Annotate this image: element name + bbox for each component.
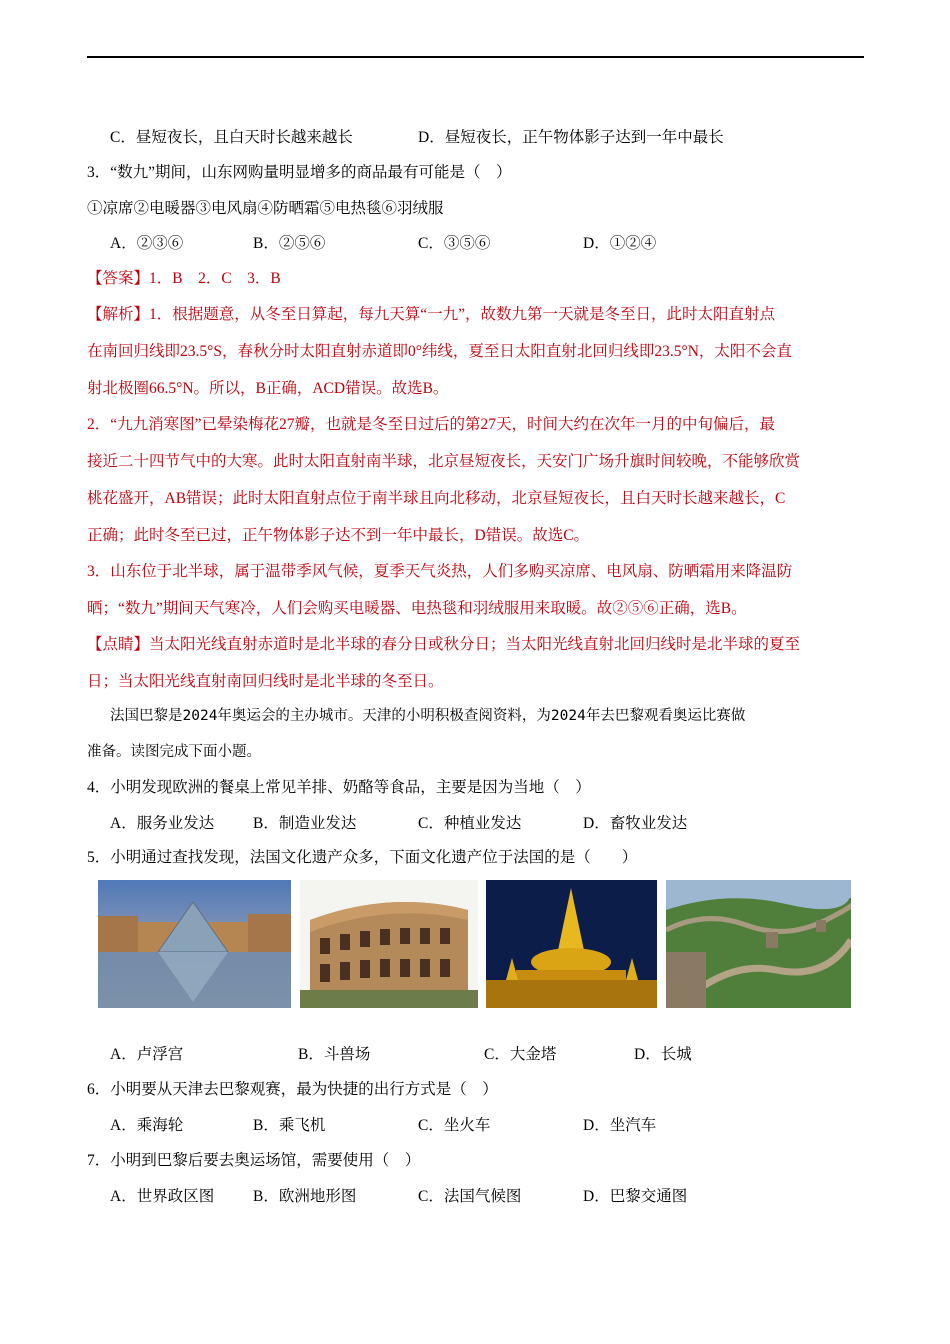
- q6-stem: 6．小明要从天津去巴黎观赛，最为快捷的出行方式是（ ）: [87, 1081, 498, 1098]
- analysis-1-line-2: 在南回归线即23.5°S，春秋分时太阳直射赤道即0°纬线，夏至日太阳直射北回归线即23.5°N，太阳不会直: [87, 343, 792, 360]
- q5-stem: 5．小明通过查找发现，法国文化遗产众多，下面文化遗产位于法国的是（ ）: [87, 849, 638, 866]
- q5-option-a: A．卢浮宫: [110, 1046, 184, 1063]
- louvre-photo: [98, 880, 291, 1008]
- q2-option-d: D．昼短夜长，正午物体影子达到一年中最长: [418, 129, 724, 146]
- header-rule: [87, 56, 864, 58]
- q4-option-c: C．种植业发达: [418, 815, 522, 832]
- q6-option-c: C．坐火车: [418, 1117, 491, 1134]
- q3-option-c: C．③⑤⑥: [418, 235, 491, 252]
- q4-option-a: A．服务业发达: [110, 815, 215, 832]
- q5-option-b: B．斗兽场: [298, 1046, 371, 1063]
- answer-line: 【答案】1．B 2．C 3．B: [87, 270, 281, 287]
- q4-option-b: B．制造业发达: [253, 815, 357, 832]
- shwedagon-pagoda-photo: [486, 880, 657, 1008]
- colosseum-photo: [300, 880, 478, 1008]
- q7-option-b: B．欧洲地形图: [253, 1188, 357, 1205]
- analysis-2-line-3: 桃花盛开，AB错误；此时太阳直射点位于南半球且向北移动，北京昼短夜长，且白天时长越来越长，C: [87, 490, 786, 507]
- q3-items: ①凉席②电暖器③电风扇④防晒霜⑤电热毯⑥羽绒服: [87, 200, 444, 217]
- analysis-1-line-1: 【解析】1．根据题意，从冬至日算起，每九天算“一九”，故数九第一天就是冬至日，此时太阳直射点: [87, 306, 776, 323]
- analysis-2-line-1: 2．“九九消寒图”已晕染梅花27瓣，也就是冬至日过后的第27天，时间大约在次年一月的中旬偏后，最: [87, 416, 776, 433]
- q3-option-b: B．②⑤⑥: [253, 235, 326, 252]
- q4-option-d: D．畜牧业发达: [583, 815, 688, 832]
- q7-option-c: C．法国气候图: [418, 1188, 522, 1205]
- q3-stem: 3．“数九”期间，山东网购量明显增多的商品最有可能是（ ）: [87, 164, 512, 181]
- q6-option-a: A．乘海轮: [110, 1117, 184, 1134]
- great-wall-photo: [666, 880, 851, 1008]
- q3-option-a: A．②③⑥: [110, 235, 184, 252]
- tip-line-2: 日；当太阳光线直射南回归线时是北半球的冬至日。: [87, 673, 444, 690]
- tip-line-1: 【点睛】当太阳光线直射赤道时是北半球的春分日或秋分日；当太阳光线直射北回归线时是北半球的夏至: [87, 636, 801, 653]
- q4-stem: 4．小明发现欧洲的餐桌上常见羊排、奶酪等食品，主要是因为当地（ ）: [87, 779, 591, 796]
- q7-option-d: D．巴黎交通图: [583, 1188, 688, 1205]
- analysis-2-line-4: 正确；此时冬至已过，正午物体影子达不到一年中最长，D错误。故选C。: [87, 527, 590, 544]
- q5-option-c: C．大金塔: [484, 1046, 557, 1063]
- q3-option-d: D．①②④: [583, 235, 657, 252]
- q6-option-d: D．坐汽车: [583, 1117, 657, 1134]
- analysis-2-line-2: 接近二十四节气中的大寒。此时太阳直射南半球，北京昼短夜长，天安门广场升旗时间较晚，不能够欣赏: [87, 453, 801, 470]
- analysis-3-line-1: 3．山东位于北半球，属于温带季风气候，夏季天气炎热，人们多购买凉席、电风扇、防晒霜用来降温防: [87, 563, 793, 580]
- q7-stem: 7．小明到巴黎后要去奥运场馆，需要使用（ ）: [87, 1152, 421, 1169]
- analysis-3-line-2: 晒；“数九”期间天气寒冷，人们会购买电暖器、电热毯和羽绒服用来取暖。故②⑤⑥正确，选B。: [87, 600, 747, 617]
- passage-line-1: 法国巴黎是2024年奥运会的主办城市。天津的小明积极查阅资料，为2024年去巴黎观看奥运比赛做: [110, 708, 746, 724]
- analysis-1-line-3: 射北极圈66.5°N。所以，B正确，ACD错误。故选B。: [87, 380, 449, 397]
- q5-option-d: D．长城: [634, 1046, 692, 1063]
- passage-line-2: 准备。读图完成下面小题。: [87, 744, 261, 760]
- q7-option-a: A．世界政区图: [110, 1188, 215, 1205]
- q2-option-c: C．昼短夜长，且白天时长越来越长: [110, 129, 353, 146]
- q6-option-b: B．乘飞机: [253, 1117, 326, 1134]
